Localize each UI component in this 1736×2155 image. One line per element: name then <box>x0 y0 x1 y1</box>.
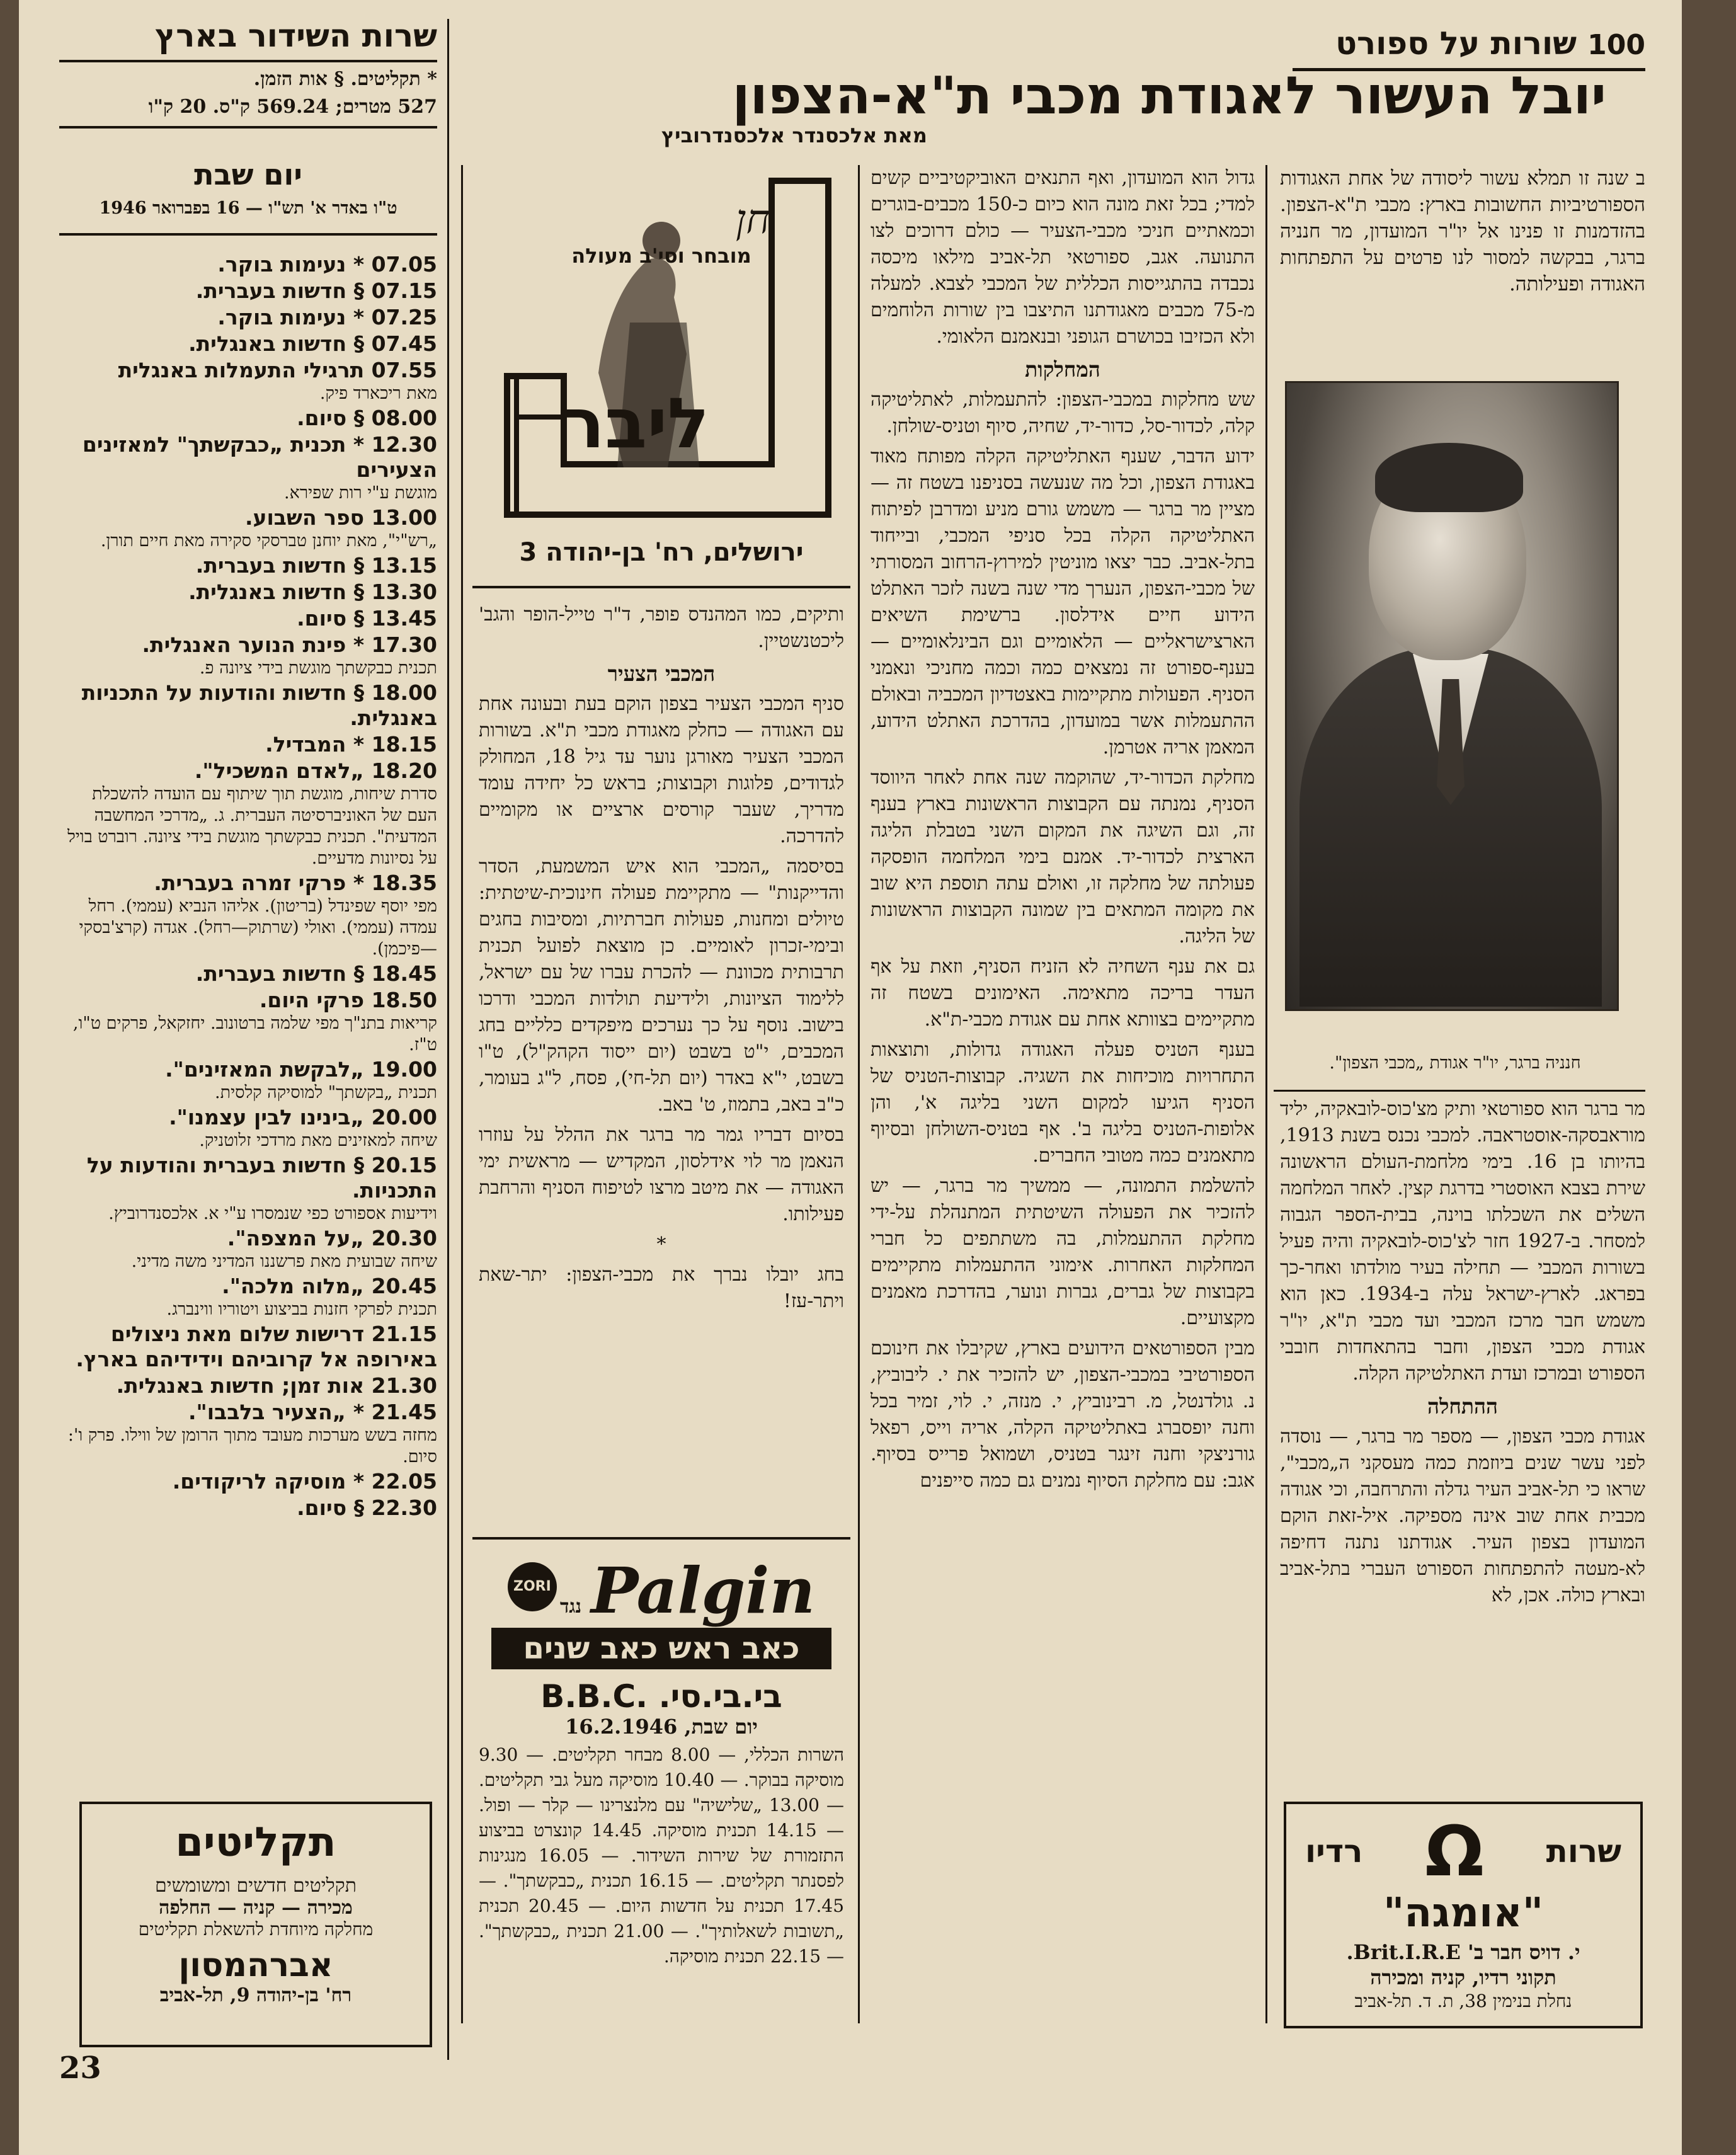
radio-entry <box>59 1400 437 1468</box>
radio-entry-title: 18.50 פרקי היום. <box>259 988 437 1012</box>
radio-entry-title: 07.45 § חדשות באנגלית. <box>188 331 437 356</box>
article-paragraph: בענף הטניס פעלה האגודה גדולות, ותוצאות התחרויות מוכיחות את השגיה. קבוצות-הטניס של הסניף הגיעו למקום השני בליגה א', והן אלופות-הטניס בליגה ב'. אף בטניס-השולחן ובסיוף מתאמנים כמה מטובי החברים. <box>871 1039 1255 1167</box>
radio-entry-title: 18.45 § חדשות בעברית. <box>195 961 437 986</box>
radio-entry <box>59 758 437 869</box>
omega-owner: י. דויס חבר ב' Brit.I.R.E. <box>1346 1940 1580 1964</box>
portrait-photo <box>1285 381 1619 1011</box>
radio-entry-title: 13.30 § חדשות באנגלית. <box>188 580 437 604</box>
column-rule <box>447 19 449 2060</box>
article-paragraph: ב שנה זו תמלא עשור ליסודה של אחת האגודות הספורטיביות החשובות בארץ: מכבי ת"א-הצפון. בהזדמנות זו פנינו אל יו"ר המועדון, מר חנניה ברגר, בבקשה למסור לנו פרטים על התפתחות האגודה ופעילותה. <box>1280 167 1645 295</box>
radio-entry <box>59 580 437 605</box>
article-paragraph: בחג יובלו נברך את מכבי-הצפון: יתר-שאת ויתר-עז! <box>479 1264 844 1312</box>
subheading-young: המכבי הצעיר <box>607 661 716 686</box>
ad-rule <box>472 1537 850 1540</box>
radio-entry-title: 07.55 תרגילי התעמלות באנגלית <box>118 358 437 382</box>
radio-entry-title: 07.05 * נעימות בוקר. <box>217 252 437 277</box>
records-line: תקליטים חדשים ומשומשים <box>154 1875 357 1897</box>
radio-entry <box>59 331 437 357</box>
radio-entry-note: שיחה למאזינים מאת מרדכי זלוטניק. <box>199 1131 437 1150</box>
radio-entry-title: 20.30 „על המצפה". <box>227 1226 437 1250</box>
radio-programme-list <box>59 252 437 1521</box>
radio-entry <box>59 1105 437 1152</box>
article-paragraph: שש מחלקות במכבי-הצפון: להתעמלות, לאתליטיקה קלה, לכדור-סל, כדור-יד, שחיה, סיוף וטניס-שולחן. <box>871 389 1255 437</box>
omega-left-word: שרות <box>1546 1833 1621 1870</box>
radio-entry <box>59 632 437 679</box>
radio-entry-title: 20.45 „מלוה מלכה". <box>222 1274 437 1298</box>
article-separator: * <box>656 1233 666 1255</box>
radio-title: שרות השידור בארץ <box>155 18 437 54</box>
article-paragraph: גדול הוא המועדון, ואף התנאים האוביקטיביים קשים למדי; בכל זאת מונה הוא כיום כ-150 מכבים-בוגרים וכמאתיים חניכי מכבי-הצעיר — כולם דרוכים לצו התנועה. אגב, ספורטאי תל-אביב מילאו מיכסה נכבדה בהתגייסות הכללית של המכבי לצבא. למעלה מ-75 מכבים מאגודתנו התיצבו בין שורות הלוחמים ולא הכזיבו בכושרם הגופני ובנאמנם הלאומי. <box>871 167 1255 348</box>
radio-entry-note: תכנית כבקשתך מוגשת בידי ציונה פ. <box>199 658 437 678</box>
radio-day: יום שבת <box>194 157 302 191</box>
page-number-top: 100 <box>1587 29 1645 61</box>
article-col1-bio <box>1280 1096 1645 1606</box>
omega-address: נחלת בנימין 38, ת. ד. תל-אביב <box>1354 1991 1572 2011</box>
column-rule <box>461 165 463 2023</box>
radio-entry <box>59 988 437 1056</box>
magazine-page <box>19 0 1682 2155</box>
byline: מאת אלכסנדר אלכסנדרוביץ <box>661 123 927 147</box>
radio-rule <box>59 233 437 236</box>
radio-entry-title: 18.00 § חדשות והודעות על התכניות באנגלית. <box>81 680 437 730</box>
radio-entry <box>59 278 437 304</box>
article-paragraph: מר ברגר הוא ספורטאי ותיק מצ'כוס-לובאקיה, יליד מוראבסקה-אוסטראבה. למכבי נכנס בשנת 1913, בהיותו בן 16. בימי מלחמת-העולם הראשונה שירת בצבא האוסטרי בדרגת קצין. לאחר המלחמה השלים את השכלתו בוינה, בבית-הספר הגבוה למסחר. ב-1927 חזר לצ'כוס-לובאקיה והיה פעיל בשורות המכבי — תחילה בעיר מולדתו ואחר-כך בפראג. לארץ-ישראל עלה ב-1934. כאן הוא משמש חבר מרכז המכבי ועד מכבי ת"א, יו"ר אגודת מכבי הצפון, וחבר בהתאחדות חובבי הספורט ובמרכז ועדת האתלטיקה הקלה. <box>1280 1098 1645 1385</box>
radio-entry <box>59 252 437 277</box>
radio-entry-note: מפי יוסף שפינדל (בריטון). אליהו הנביא (עממי). רחל עמדה (עממי). ואולי (שרתוק—רחל). אגדה (קרצ'בסקי —פיכמן). <box>79 896 437 959</box>
radio-entry-title: 17.30 * פינת הנוער האנגלית. <box>142 632 437 657</box>
bbc-box <box>479 1553 845 2035</box>
column-rule <box>858 165 860 2023</box>
radio-entry-title: 18.35 * פרקי זמרה בעברית. <box>154 871 437 895</box>
palgin-sub: נגד <box>559 1596 582 1618</box>
article-paragraph: ותיקים, כמו המהנדס פופר, ד"ר טייל-הופר והגב' ליכטנשטיין. <box>479 603 844 652</box>
radio-entry <box>59 1322 437 1372</box>
radio-entry-title: 07.25 * נעימות בוקר. <box>217 305 437 329</box>
radio-entry-title: 13.45 § סיום. <box>297 606 437 631</box>
radio-entry <box>59 680 437 731</box>
omega-line: תקוני רדיו, קניה ומכירה <box>1370 1965 1556 1989</box>
photo-caption: חנניה ברגר, יו"ר אגודת „מכבי הצפון". <box>1329 1053 1581 1073</box>
caption-rule <box>1274 1090 1645 1092</box>
radio-entry-title: 20.15 § חדשות בעברית והודעות על התכניות. <box>86 1153 437 1203</box>
headline: יובל העשור לאגודת מכבי ת"א-הצפון <box>732 66 1606 126</box>
lieber-tag-sub: מובחר וסי'ב מעולה <box>571 244 751 268</box>
radio-entry <box>59 305 437 330</box>
bbc-programme: השרות הכללי, — 8.00 מבחר תקליטים. — 9.30 מוסיקה בבוקר. — 10.40 מוסיקה מעל גבי תקליטים. — 13.00 „שלישיה" עם מלנצרינו — קלר — ופול. — 14.15 תכנית מוסיקה. 14.45 קונצרט בביצוע התזמורת של שירות השידור. — 16.05 מנגינות לפסנתר תקליטים. — 16.15 תכנית „כבקשתך". — 17.45 תכנית על חדשות היום. — 20.45 תכנית „תשובות לשאלותיך". — 21.00 תכנית „כבקשתך". — 22.15 תכנית מוסיקה. <box>479 1744 845 1967</box>
article-col2 <box>871 165 1255 2030</box>
radio-entry-note: מאת ריכארד פיק. <box>319 384 437 403</box>
ad-rule <box>472 586 850 588</box>
radio-entry-title: 13.00 ספר השבוע. <box>244 505 437 530</box>
radio-entry <box>59 871 437 960</box>
radio-entry-note: „רש"י", מאת יוחנן טברסקי סקירה מאת חיים תורן. <box>100 531 437 551</box>
article-paragraph: ידוע הדבר, שענף האתליטיקה הקלה מפותח מאוד באגודת הצפון, וכל מה שנעשה בסניפנו בשטח זה — מציין מר ברגר — משמש גורם מניע ומדרבן לפיתוח האתליטיקה הקלה בכל סניפי המכבי, ובייחוד בתל-אביב. כבר יצאו מוניטין למירוץ-הרחוב המסורתי של מכבי-הצפון, הנערך מדי שנה בשנה לזכר האתלט הידוע חיים אידלסון. ברשימת השיאים הארצישראליים — הלאומיים וגם הבינלאומיים — בענף-ספורט זה נמצאים כמה וכמה מחניכי ונאמני הסניף. הפעולות מתקיימות באצטדיון המכביה ובאולם ההתעמלות אשר במועדון, בהדרכת האתלט הידוע, המאמן אריה אטרמן. <box>871 445 1255 758</box>
radio-entry-title: 19.00 „לבקשת המאזינים". <box>165 1057 437 1082</box>
article-paragraph: גם את ענף השחיה לא הזניח הסניף, וזאת על אף העדר בריכה מתאימה. האימונים בשטח זה מתקיימים בצוותא אחת עם אגודת מכבי-ת"א. <box>871 956 1255 1031</box>
records-address: רח' בן-יהודה 9, תל-אביב <box>159 1984 352 2006</box>
palgin-slogan: כאב ראש כאב שנים <box>491 1628 831 1669</box>
radio-entry-title: 20.00 „בינינו לבין עצמנו". <box>169 1105 437 1129</box>
radio-entry-note: מוגשת ע"י רות שפירא. <box>284 483 437 503</box>
article-paragraph: סניף המכבי הצעיר בצפון הוקם בעת ובעונה אחת עם האגודה — כחלק מאגודת מכבי ת"א. בשורות המכבי הצעיר מאורגן נוער עד גיל 18, המחולק לגדודים, פלוגות וקבוצות; בראש כל יחידה עומד מדריך, שעבר קורסים ארציים או מקומיים להדרכה. <box>479 693 844 847</box>
radio-entry-title: 08.00 § סיום. <box>297 406 437 430</box>
radio-legend <box>59 66 437 121</box>
radio-entry <box>59 1373 437 1398</box>
radio-entry <box>59 1495 437 1521</box>
radio-entry <box>59 1153 437 1225</box>
ad-omega <box>1284 1802 1643 2028</box>
ad-records <box>79 1802 432 2047</box>
radio-entry-note: סדרת שיחות, מוגשת תוך שיתוף עם הועדה להשכלת העם של האוניברסיטה העברית. ג. „מדרכי המחשבה המדעית". תכנית כבקשתך מוגשת בידי ציונה. רוברט בויל על נסיונות מדעיים. <box>67 784 437 868</box>
radio-entry-note: שיחה שבועית מאת פרשננו המדיני משה מדיני. <box>131 1252 437 1271</box>
article-paragraph: מחלקת הכדור-יד, שהוקמה שנה אחת לאחר היווסד הסניף, נמנתה עם הקבוצות הראשונות בארץ בענף זה, וגם השיגה את המקום השני בטבלת הליגה הארצית לכדור-יד. אמנם בימי המלחמה הופסקה פעולתה של מחלקה זו, ואולם עתה תוספת היא שוב את מקומה המתאים בין שמונה הקבוצות הראשונות של הליגה. <box>871 767 1255 947</box>
radio-entry-title: 22.05 * מוסיקה לריקודים. <box>172 1469 437 1494</box>
bbc-title: B.B.C. .בי.בי.סי <box>540 1678 782 1715</box>
radio-entry-title: 13.15 § חדשות בעברית. <box>195 553 437 578</box>
radio-entry <box>59 1226 437 1272</box>
radio-entry-title: 18.20 „לאדם המשכיל". <box>194 758 437 783</box>
ad-lieber <box>479 165 844 581</box>
column-rule <box>1265 165 1267 2023</box>
radio-entry <box>59 606 437 631</box>
zori-logo-icon: ZORI <box>508 1562 557 1611</box>
subheading-beginning: ההתחלה <box>1427 1394 1499 1419</box>
radio-entry <box>59 1057 437 1104</box>
palgin-brand: Palgin <box>591 1553 816 1628</box>
radio-entry <box>59 432 437 504</box>
radio-entry <box>59 961 437 986</box>
radio-entry-title: 18.15 * המבדיל. <box>265 732 437 757</box>
radio-rule <box>59 60 437 62</box>
radio-entry <box>59 505 437 552</box>
radio-entry-note: קריאות בתנ"ך מפי שלמה ברטונוב. יחזקאל, פרקים ט"ו, ט"ז. <box>72 1014 437 1055</box>
article-paragraph: להשלמת התמונה, — ממשיך מר ברגר, — יש להזכיר את הפעולה השיטתית המתנהלת על-ידי מחלקת ההתעמלות, בה משתתפים כל חברי המחלקות האחרות. אימוני ההתעמלות מתקיימים בקבוצות של גברים, גברות ונוער, בהדרכת מאמנים מקצועיים. <box>871 1175 1255 1329</box>
records-name: אברהמסון <box>178 1946 333 1984</box>
radio-entry-title: 07.15 § חדשות בעברית. <box>195 278 437 303</box>
radio-entry-title: 12.30 * תכנית „כבקשתך" למאזינים הצעירים <box>82 432 437 482</box>
section-title: שורות על ספורט <box>1335 25 1577 62</box>
radio-entry <box>59 1469 437 1494</box>
radio-entry-title: 21.45 * „הצעיר בלבבו". <box>188 1400 437 1424</box>
lieber-address: ירושלים, רח' בן-יהודה 3 <box>519 538 804 567</box>
records-line: מכירה — קניה — החלפה <box>159 1897 353 1919</box>
omega-right-word: רדיו <box>1305 1833 1363 1870</box>
radio-entry <box>59 732 437 757</box>
radio-date: ט"ו באדר א' תש"ו — 16 בפברואר 1946 <box>99 198 397 218</box>
radio-legend-line: 527 מטרים; 569.24 ק"ס. 20 ק"ו <box>148 96 437 118</box>
radio-entry <box>59 1274 437 1320</box>
radio-legend-line: * תקליטים. § אות הזמן. <box>253 68 437 90</box>
omega-name: "אומגה" <box>1383 1890 1544 1936</box>
radio-entry-title: 21.30 אות זמן; חדשות באנגלית. <box>116 1373 437 1398</box>
bbc-date: יום שבת, 16.2.1946 <box>565 1715 758 1739</box>
lieber-brand: ליבר <box>562 383 710 464</box>
article-paragraph: בסיום דבריו גמר מר ברגר את ההלל על עוזרו הנאמן מר לוי אידלסון, המקדיש — מראשית ימי האגודה — את מיטב מרצו לטיפוח הסניף והרחבת פעילותו. <box>479 1124 844 1225</box>
radio-entry-note: וידיעות אספורט כפי שנמסרו ע"י א. אלכסנדרוביץ. <box>108 1204 437 1223</box>
page-number-bottom: 23 <box>59 2050 101 2086</box>
radio-entry-note: מחזה בשש מערכות מעובד מתוך הרומן של ווילו. פרק ו': סיום. <box>67 1426 437 1466</box>
article-paragraph: מבין הספורטאים הידועים בארץ, שקיבלו את חינוכם הספורטיבי במכבי-הצפון, יש להזכיר את י. ליבוביץ, נ. גולדנטל, מ. רבינוביץ, י. מנזה, י. לוי, זמיר בכל וחנה יופסברג באתליטיקה הקלה, אריה וייס, רפאל גורניצקי וחנה זינגר בטניס, ושמואל פרייס בסיוף. אגב: עם מחלקת הסיוף נמנים גם כמה סייפנים <box>871 1337 1255 1492</box>
radio-entry <box>59 406 437 431</box>
radio-programme <box>59 252 437 1865</box>
omega-icon: Ω <box>1425 1811 1484 1892</box>
article-paragraph: בסיסמה „המכבי הוא איש המשמעת, הסדר והדייקנות" — מתקיימת פעולה חינוכית-שיטתית: טיולים ומחנות, פעולות חברתיות, ומסיבות בחגים ובימי-זכרון לאומיים. כן מוצאת לפועל תכנית תרבותית מכוונת — להכרת עברו של עם ישראל, ללימוד הציונות, ולידיעת תולדות המכבי ודרכו בישוב. נוסף על כך נערכים מיפקדים כלליים בחג המכבים, י"ט בשבט (יום ייסוד הקהק"ל), ט"ו בשבט, י"א באדר (יום תל-חי), פסח, ל"ג בעומר, כ"ב באב, בתמוז, ט' באב. <box>479 855 844 1116</box>
lieber-tag-top: חן <box>735 197 770 243</box>
radio-entry <box>59 358 437 404</box>
radio-rule <box>59 126 437 129</box>
article-col1-intro <box>1280 165 1645 373</box>
section-header <box>1293 25 1645 69</box>
records-title: תקליטים <box>175 1819 336 1866</box>
radio-entry-note: תכנית „בקשתך" למוסיקה קלסית. <box>215 1083 437 1102</box>
records-line: מחלקה מיוחדת להשאלת תקליטים <box>138 1919 374 1940</box>
radio-entry-title: 21.15 דרישות שלום מאת ניצולים באירופה אל קרוביהם וידידיהם בארץ. <box>76 1322 437 1371</box>
radio-entry-note: תכנית לפרקי חזנות בביצוע ויטוריו ווינברג. <box>166 1300 437 1319</box>
radio-entry-title: 22.30 § סיום. <box>297 1495 437 1520</box>
article-col3 <box>479 602 844 1534</box>
article-paragraph: אגודת מכבי הצפון, — מספר מר ברגר, — נוסדה לפני עשר שנים ביוזמת כמה מעסקני ה„מכבי", שראו כי תל-אביב העיר גדלה והתרחבה, וכי אגודה מכבית אחת שוב אינה מספיקה. איל-זאת הוקם המועדון בצפון העיר. אגודתנו נתנה דחיפה לא-מעטה להתפתחות הספורט העברי בתל-אביב ובארץ כולה. אכן, לא <box>1280 1426 1645 1606</box>
radio-entry <box>59 553 437 578</box>
subheading-departments: המחלקות <box>1025 357 1100 382</box>
